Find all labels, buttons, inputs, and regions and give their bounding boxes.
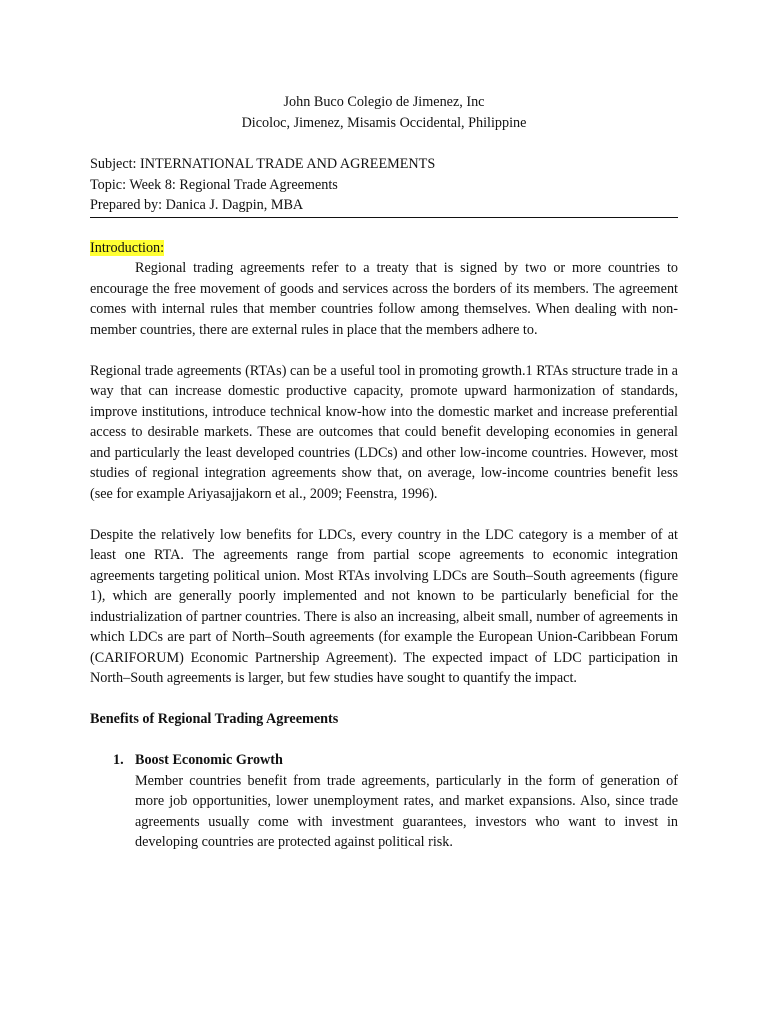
header-divider [90,217,678,218]
introduction-label: Introduction: [90,239,165,256]
list-item-number: 1. [113,752,124,768]
topic-line: Topic: Week 8: Regional Trade Agreements [90,176,338,193]
prepared-by-line: Prepared by: Danica J. Dagpin, MBA [90,197,304,213]
list-item [113,750,678,853]
list-item-text: Member countries benefit from trade agreements, particularly in the form of generation of more job opportunities, lower unemployment rates, and market expansions. Also, since trade agreements usually come with investment guarantees, investors who want to invest in developing countries are protected against political risk. [135,772,678,850]
benefits-heading: Benefits of Regional Trading Agreements [90,711,339,727]
document-body [90,92,678,853]
intro-paragraph-3: Despite the relatively low benefits for LDCs, every country in the LDC category is a member of at least one RTA. The agreements range from partial scope agreements to economic integration agreements targeting political union. Most RTAs involving LDCs are South–South agreements (figure 1), which are generally poorly implemented and not known to be particularly beneficial for the industrialization of partner countries. There is also an increasing, albeit small, number of agreements in which LDCs are part of North–South agreements (for example the European Union-Caribbean Forum (CARIFORUM) Economic Partnership Agreement). The expected impact of LDC participation in North–South agreements is larger, but few studies have sought to quantify the impact. [90,526,678,686]
subject-line: Subject: INTERNATIONAL TRADE AND AGREEMENTS [90,156,436,172]
benefits-list [90,750,678,853]
intro-paragraph-2: Regional trade agreements (RTAs) can be a useful tool in promoting growth.1 RTAs structure trade in a way that can increase domestic productive capacity, promote upward harmonization of standards, improve institutions, introduce technical know-how into the domestic market and increase preferential access to desirable markets. These are outcomes that could benefit developing economies in general and particularly the least developed countries (LDCs) and other low-income countries. However, most studies of regional integration agreements show that, on average, low-income countries benefit less (see for example Ariyasajjakorn et al., 2009; Feenstra, 1996). [90,362,678,502]
introduction-heading [90,238,678,259]
list-item-title: Boost Economic Growth [135,752,283,768]
institution-address: Dicoloc, Jimenez, Misamis Occidental, Philippine [241,114,527,131]
institution-name: John Buco Colegio de Jimenez, Inc [283,94,485,110]
intro-paragraph-1: Regional trading agreements refer to a treaty that is signed by two or more countries to encourage the free movement of goods and services across the borders of its members. The agreement comes with internal rules that member countries follow among themselves. When dealing with non-member countries, there are external rules in place that the members adhere to. [90,260,678,338]
document-header [90,92,678,133]
course-meta [90,154,678,216]
